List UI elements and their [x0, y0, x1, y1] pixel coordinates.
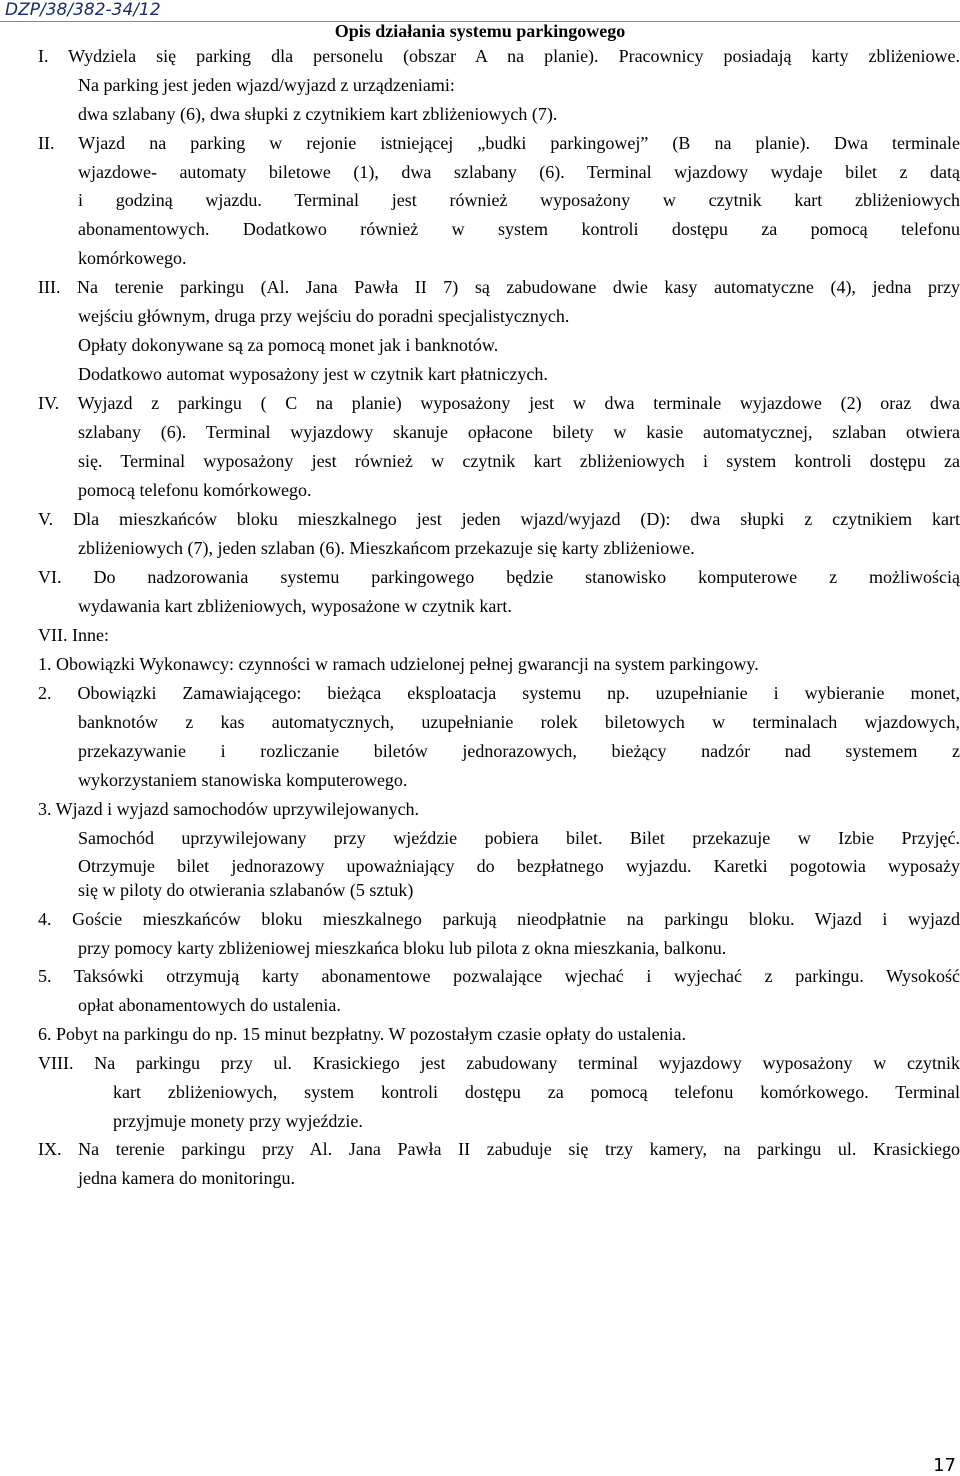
- text-line: 5. Taksówki otrzymują karty abonamentowe pozwalające wjechać i wyjechać z parkingu. Wysokość: [38, 966, 960, 986]
- text-line: V. Dla mieszkańców bloku mieszkalnego jest jeden wjazd/wyjazd (D): dwa słupki z czytnikiem kart: [38, 509, 960, 529]
- text-line: abonamentowych. Dodatkowo również w system kontroli dostępu za pomocą telefonu: [78, 219, 960, 239]
- text-line: Opłaty dokonywane są za pomocą monet jak i banknotów.: [78, 335, 499, 355]
- text-line: dwa szlabany (6), dwa słupki z czytnikiem kart zbliżeniowych (7).: [78, 104, 558, 124]
- text-line: przyjmuje monety przy wyjeździe.: [113, 1111, 363, 1131]
- text-line: banknotów z kas automatycznych, uzupełnianie rolek biletowych w terminalach wjazdowych,: [78, 712, 960, 732]
- text-line: Samochód uprzywilejowany przy wjeździe pobiera bilet. Bilet przekazuje w Izbie Przyjęć.: [78, 828, 960, 848]
- text-line: 3. Wjazd i wyjazd samochodów uprzywilejowanych.: [38, 799, 420, 819]
- text-line: VII. Inne:: [38, 625, 109, 645]
- text-line: pomocą telefonu komórkowego.: [78, 480, 312, 500]
- text-line: wjazdowe- automaty biletowe (1), dwa szlabany (6). Terminal wjazdowy wydaje bilet z datą: [78, 162, 960, 182]
- text-line: 4. Goście mieszkańców bloku mieszkalnego parkują nieodpłatnie na parkingu bloku. Wjazd i wyjazd: [38, 909, 960, 929]
- text-line: 1. Obowiązki Wykonawcy: czynności w ramach udzielonej pełnej gwarancji na system parkingowy.: [38, 654, 759, 674]
- text-line: VIII. Na parkingu przy ul. Krasickiego jest zabudowany terminal wyjazdowy wyposażony w czytnik: [38, 1053, 960, 1073]
- text-line: Dodatkowo automat wyposażony jest w czytnik kart płatniczych.: [78, 364, 548, 384]
- text-line: jedna kamera do monitoringu.: [78, 1168, 295, 1188]
- text-line: IV. Wyjazd z parkingu ( C na planie) wyposażony jest w dwa terminale wyjazdowe (2) oraz dwa: [38, 393, 960, 413]
- text-line: się. Terminal wyposażony jest również w czytnik kart zbliżeniowych i system kontroli dostępu za: [78, 451, 960, 471]
- text-line: szlabany (6). Terminal wyjazdowy skanuje opłacone bilety w kasie automatycznej, szlaban otwiera: [78, 422, 960, 442]
- text-line: Otrzymuje bilet jednorazowy upoważniający do bezpłatnego wyjazdu. Karetki pogotowia wyposaży: [78, 856, 960, 876]
- text-line: się w piloty do otwierania szlabanów (5 sztuk): [78, 880, 414, 900]
- text-line: I. Wydziela się parking dla personelu (obszar A na planie). Pracownicy posiadają karty zbliżeniowe.: [38, 46, 960, 66]
- document-reference: DZP/38/382-34/12: [5, 0, 161, 20]
- text-line: przy pomocy karty zbliżeniowej mieszkańca bloku lub pilota z okna mieszkania, balkonu.: [78, 938, 727, 958]
- text-line: Na parking jest jeden wjazd/wyjazd z urządzeniami:: [78, 75, 455, 95]
- page-title: Opis działania systemu parkingowego: [334, 21, 626, 41]
- text-line: komórkowego.: [78, 248, 187, 268]
- text-line: 2. Obowiązki Zamawiającego: bieżąca eksploatacja systemu np. uzupełnianie i wybieranie monet,: [38, 683, 960, 703]
- text-line: IX. Na terenie parkingu przy Al. Jana Pawła II zabuduje się trzy kamery, na parkingu ul. Krasickiego: [38, 1139, 960, 1159]
- text-line: II. Wjazd na parking w rejonie istniejącej „budki parkingowej” (B na planie). Dwa terminale: [38, 133, 960, 153]
- text-line: wydawania kart zbliżeniowych, wyposażone w czytnik kart.: [78, 596, 512, 616]
- text-line: kart zbliżeniowych, system kontroli dostępu za pomocą telefonu komórkowego. Terminal: [113, 1082, 960, 1102]
- text-line: opłat abonamentowych do ustalenia.: [78, 995, 341, 1015]
- text-line: 6. Pobyt na parkingu do np. 15 minut bezpłatny. W pozostałym czasie opłaty do ustalenia.: [38, 1024, 687, 1044]
- page-number: 17: [933, 1455, 956, 1476]
- text-line: wejściu głównym, druga przy wejściu do poradni specjalistycznych.: [78, 306, 570, 326]
- text-line: wykorzystaniem stanowiska komputerowego.: [78, 770, 408, 790]
- text-line: przekazywanie i rozliczanie biletów jednorazowych, bieżący nadzór nad systemem z: [78, 741, 960, 761]
- text-line: zbliżeniowych (7), jeden szlaban (6). Mieszkańcom przekazuje się karty zbliżeniowe.: [78, 538, 695, 558]
- text-line: i godziną wjazdu. Terminal jest również wyposażony w czytnik kart zbliżeniowych: [78, 190, 960, 210]
- text-line: III. Na terenie parkingu (Al. Jana Pawła II 7) są zabudowane dwie kasy automatyczne (4), jedna przy: [38, 277, 960, 297]
- text-line: VI. Do nadzorowania systemu parkingowego będzie stanowisko komputerowe z możliwością: [38, 567, 960, 587]
